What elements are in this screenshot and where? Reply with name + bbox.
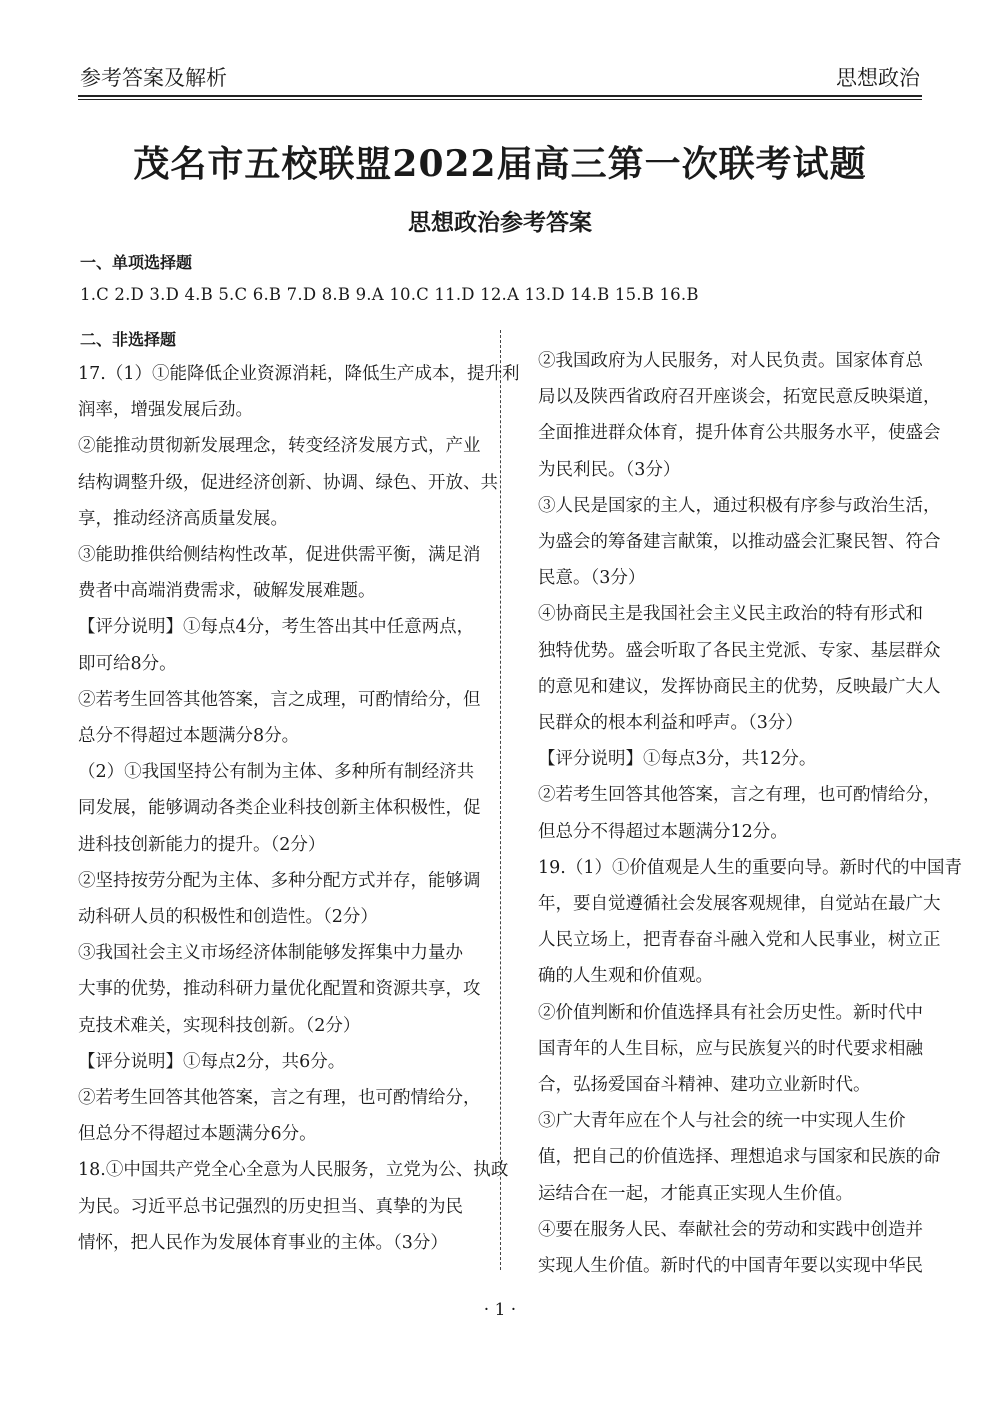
text-line: 合，弘扬爱国奋斗精神、建功立业新时代。: [538, 1075, 871, 1095]
text-line: 同发展，能够调动各类企业科技创新主体积极性，促: [78, 798, 481, 819]
header-rule: [78, 95, 922, 97]
page-header: [78, 60, 922, 94]
text-line: 即可给8分。: [78, 653, 177, 674]
text-line: 总分不得超过本题满分8分。: [78, 726, 300, 746]
text-line: 【评分说明】①每点2分，共6分。: [78, 1051, 346, 1072]
text-line: 【评分说明】①每点3分，共12分。: [538, 749, 817, 770]
text-line: ③能助推供给侧结构性改革，促进供需平衡，满足消: [78, 545, 481, 565]
choice-answers: 1.C 2.D 3.D 4.B 5.C 6.B 7.D 8.B 9.A 10.C 11.D 12.A 13.D 14.B 15.B 16.B: [80, 285, 699, 304]
text-line: 情怀，把人民作为发展体育事业的主体。（3分）: [78, 1232, 448, 1253]
text-line: 全面推进群众体育，提升体育公共服务水平，使盛会: [538, 423, 941, 444]
text-line: 为民。习近平总书记强烈的历史担当、真挚的为民: [78, 1196, 463, 1217]
text-line: （2）①我国坚持公有制为主体、多种所有制经济共: [78, 762, 475, 783]
text-line: 独特优势。盛会听取了各民主党派、专家、基层群众: [538, 640, 941, 661]
text-line: 但总分不得超过本题满分6分。: [78, 1124, 317, 1145]
text-line: 年，要自觉遵循社会发展客观规律，自觉站在最广大: [538, 894, 941, 914]
text-line: ③人民是国家的主人，通过积极有序参与政治生活，: [538, 495, 941, 516]
text-line: ③广大青年应在个人与社会的统一中实现人生价: [538, 1111, 906, 1132]
text-line: 局以及陕西省政府召开座谈会，拓宽民意反映渠道，: [538, 387, 941, 408]
text-line: ②坚持按劳分配为主体、多种分配方式并存，能够调: [78, 870, 481, 891]
text-line: 的意见和建议，发挥协商民主的优势，反映最广大人: [538, 676, 941, 697]
text-line: 为民利民。（3分）: [538, 459, 681, 480]
text-line: ②价值判断和价值选择具有社会历史性。新时代中: [538, 1002, 923, 1023]
text-line: 运结合在一起，才能真正实现人生价值。: [538, 1183, 853, 1204]
text-line: 人民立场上，把青春奋斗融入党和人民事业，树立正: [538, 930, 941, 951]
text-line: 动科研人员的积极性和创造性。（2分）: [78, 907, 378, 927]
text-line: 18.①中国共产党全心全意为人民服务，立党为公、执政: [78, 1160, 509, 1181]
text-line: 大事的优势，推动科研力量优化配置和资源共享，攻: [78, 979, 481, 1000]
text-line: ②能推动贯彻新发展理念，转变经济发展方式，产业: [78, 436, 481, 457]
text-line: ②我国政府为人民服务，对人民负责。国家体育总: [538, 351, 923, 371]
text-line: ②若考生回答其他答案，言之成理，可酌情给分，但: [78, 689, 481, 710]
text-line: 国青年的人生目标，应与民族复兴的时代要求相融: [538, 1038, 923, 1059]
header-subject-label: 思想政治: [836, 66, 920, 90]
text-line: 19.（1）①价值观是人生的重要向导。新时代的中国青: [538, 857, 962, 878]
text-line: 17.（1）①能降低企业资源消耗，降低生产成本，提升利: [78, 364, 520, 384]
text-line: 但总分不得超过本题满分12分。: [538, 821, 788, 842]
text-line: 结构调整升级，促进经济创新、协调、绿色、开放、共: [78, 472, 498, 493]
text-line: 费者中高端消费需求，破解发展难题。: [78, 581, 376, 602]
header-left-label: 参考答案及解析: [80, 66, 227, 90]
text-line: 为盛会的筹备建言献策，以推动盛会汇聚民智、符合: [538, 532, 941, 552]
column-divider: [500, 330, 501, 1270]
text-line: 克技术难关，实现科技创新。（2分）: [78, 1015, 361, 1036]
section-heading-choice: 一、单项选择题: [80, 253, 193, 272]
page-subtitle: 思想政治参考答案: [408, 209, 592, 236]
text-line: 进科技创新能力的提升。（2分）: [78, 834, 326, 855]
section-heading-nonchoice: 二、非选择题: [80, 330, 177, 349]
text-line: 确的人生观和价值观。: [538, 966, 713, 987]
text-line: 实现人生价值。新时代的中国青年要以实现中华民: [538, 1256, 923, 1276]
text-line: ④协商民主是我国社会主义民主政治的特有形式和: [538, 604, 923, 625]
text-line: 值，把自己的价值选择、理想追求与国家和民族的命: [538, 1147, 941, 1168]
page-number: · 1 ·: [483, 1300, 517, 1320]
text-line: ②若考生回答其他答案，言之有理，也可酌情给分，: [78, 1088, 481, 1108]
text-line: ②若考生回答其他答案，言之有理，也可酌情给分，: [538, 785, 941, 806]
text-line: ③我国社会主义市场经济体制能够发挥集中力量办: [78, 943, 463, 964]
text-line: ④要在服务人民、奉献社会的劳动和实践中创造并: [538, 1219, 923, 1240]
page-title: 茂名市五校联盟2022届高三第一次联考试题: [133, 143, 867, 185]
text-line: 享，推动经济高质量发展。: [78, 508, 288, 529]
text-line: 民群众的根本利益和呼声。（3分）: [538, 713, 803, 733]
text-line: 民意。（3分）: [538, 568, 646, 589]
text-line: 润率，增强发展后劲。: [78, 400, 253, 421]
text-line: 【评分说明】①每点4分，考生答出其中任意两点，: [78, 617, 475, 638]
header-rule-thin: [78, 99, 922, 100]
